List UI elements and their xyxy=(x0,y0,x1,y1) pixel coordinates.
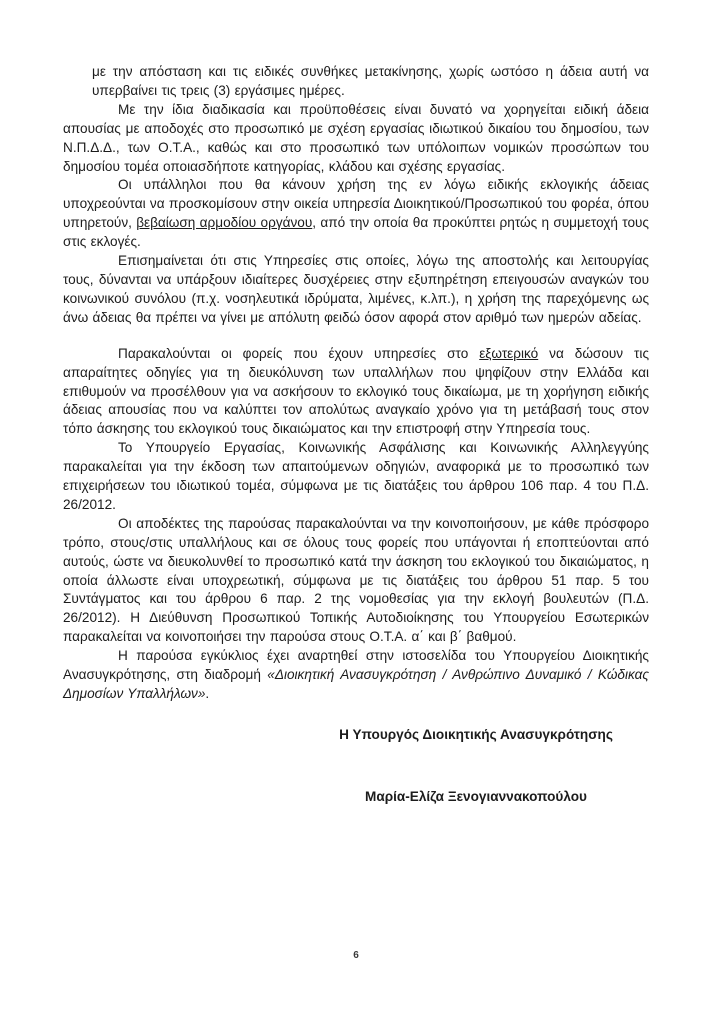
text-segment: Επισημαίνεται ότι στις Υπηρεσίες στις οποίες, λόγω της αποστολής και λειτουργίας τους, δύνανται να υπάρξουν ιδιαίτερες δυσχέρειες στην εξυπηρέτηση επειγουσών αναγκών του κοινωνικού συνόλου (π.χ. νοσηλευτικά ιδρύματα, λιμένες, κ.λπ.), η χρήση της παρεχόμενης ως άνω άδειας θα πρέπει να γίνει με απόλυτη φειδώ όσον αφορά στον αριθμό των ημερών αδείας. xyxy=(63,253,649,325)
text-segment-underline: βεβαίωση αρμοδίου οργάνου xyxy=(136,215,313,231)
paragraph xyxy=(63,176,649,252)
paragraph xyxy=(63,345,649,440)
signature-block xyxy=(304,725,648,806)
paragraph xyxy=(63,439,649,515)
paragraph xyxy=(63,101,649,177)
signatory-name: Μαρία-Ελίζα Ξενογιαννακοπούλου xyxy=(365,788,587,804)
paragraph xyxy=(63,252,649,328)
text-segment: Το Υπουργείο Εργασίας, Κοινωνικής Ασφάλισης και Κοινωνικής Αλληλεγγύης παρακαλείται για την έκδοση των απαιτούμενων οδηγιών, αναφορικά με το προσωπικό των επιχειρήσεων του ιδιωτικού τομέα, σύμφωνα με τις διατάξεις του άρθρου 106 παρ. 4 του Π.Δ. 26/2012. xyxy=(63,440,649,512)
text-segment-underline: εξωτερικό xyxy=(479,345,539,361)
signatory-title: Η Υπουργός Διοικητικής Ανασυγκρότησης xyxy=(339,726,613,742)
page-number: 6 xyxy=(353,950,359,961)
paragraphs-container xyxy=(63,63,649,704)
text-segment: Οι αποδέκτες της παρούσας παρακαλούνται να την κοινοποιήσουν, με κάθε πρόσφορο τρόπο, στους/στις υπαλλήλους και σε όλους τους φορείς που υπάγονται ή εποπτεύονται από αυτούς, ώστε να διευκολυνθεί το προσωπικό κατά την άσκηση του εκλογικού του δικαιώματος, η οποία άλλωστε είναι υποχρεωτική, σύμφωνα με τις διατάξεις του άρθρου 51 παρ. 5 του Συντάγματος και του άρθρου 6 παρ. 2 της νομοθεσίας για την εκλογή βουλευτών (Π.Δ. 26/2012). Η Διεύθυνση Προσωπικού Τοπικής Αυτοδιοίκησης του Υπουργείου Εσωτερικών παρακαλείται να κοινοποιήσει την παρούσα στους Ο.Τ.Α. α΄ και β΄ βαθμού. xyxy=(63,515,649,645)
document-body xyxy=(63,63,649,806)
text-segment: , από την οποία θα προκύπτει ρητώς η συμμετοχή τους στις εκλογές. xyxy=(63,215,649,250)
text-segment-italic: «Διοικητική Ανασυγκρότηση / Ανθρώπινο Δυναμικό / Κώδικας Δημοσίων Υπαλλήλων» xyxy=(63,667,649,701)
paragraph xyxy=(92,63,649,101)
text-segment: . xyxy=(205,686,210,701)
paragraph xyxy=(63,515,649,647)
text-segment: Με την ίδια διαδικασία και προϋποθέσεις είναι δυνατό να χορηγείται ειδική άδεια απουσίας με αποδοχές στο προσωπικό με σχέση εργασίας ιδιωτικού δικαίου του δημοσίου, των Ν.Π.Δ.Δ., των Ο.Τ.Α., καθώς και στο προσωπικό των υπόλοιπων νομικών προσώπων του δημοσίου τομέα οποιασδήποτε κατηγορίας, κλάδου και σχέσης εργασίας. xyxy=(63,101,649,174)
text-segment: Η παρούσα εγκύκλιος έχει αναρτηθεί στην ιστοσελίδα του Υπουργείου Διοικητικής Ανασυγκρότησης, στη διαδρομή xyxy=(63,648,649,683)
paragraph xyxy=(63,647,649,704)
text-segment: με την απόσταση και τις ειδικές συνθήκες μετακίνησης, χωρίς ωστόσο η άδεια αυτή να υπερβαίνει τις τρεις (3) εργάσιμες ημέρες. xyxy=(92,64,649,98)
text-segment: να δώσουν τις απαραίτητες οδηγίες για τη διευκόλυνση των υπαλλήλων που ψηφίζουν στην Ελλάδα και επιθυμούν να προσέλθουν για να ασκήσουν το εκλογικό τους δικαίωμα, με τη χορήγηση ειδικής άδειας απουσίας που να καλύπτει τον απολύτως αναγκαίο χρόνο για τη μετάβασή τους στον τόπο άσκησης του εκλογικού τους δικαιώματος και την επιστροφή στην Υπηρεσία τους. xyxy=(63,345,649,437)
text-segment: Οι υπάλληλοι που θα κάνουν χρήση της εν λόγω ειδικής εκλογικής άδειας υποχρεούνται να προσκομίσουν στην οικεία υπηρεσία Διοικητικού/Προσωπικού του φορέα, όπου υπηρετούν, xyxy=(63,177,649,231)
text-segment: Παρακαλούνται οι φορείς που έχουν υπηρεσίες στο xyxy=(118,345,480,361)
